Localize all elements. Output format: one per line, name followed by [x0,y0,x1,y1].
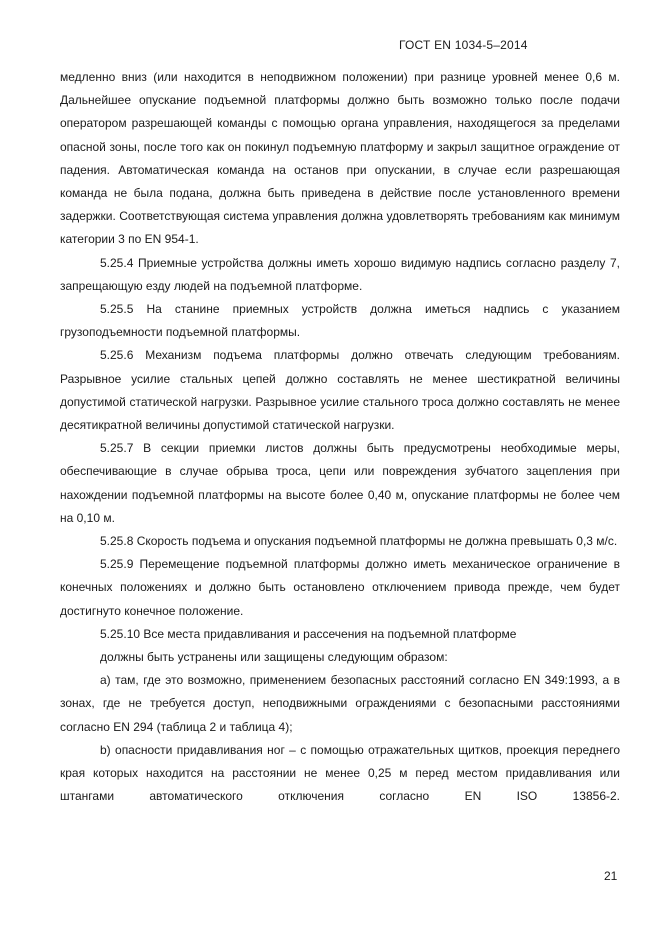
paragraph-5-25-8: 5.25.8 Скорость подъема и опускания подъемной платформы не должна превышать 0,3 м/с. [100,534,618,549]
page-header-standard-code: ГОСТ EN 1034-5–2014 [399,38,528,52]
list-item-b: b) опасности придавливания ног – с помощью отражательных щитков, проекция переднего края которых находится на расстоянии не менее 0,25 м перед местом придавливания или штангами автоматического отключения согласно EN ISO 13856-2. [60,742,620,804]
page-number: 21 [604,869,618,883]
paragraph-5-25-9: 5.25.9 Перемещение подъемной платформы должно иметь механическое ограничение в конечных положениях и должно быть остановлено отключением привода прежде, чем будет достигнуто конечное положение. [60,557,620,618]
paragraph-5-25-4: 5.25.4 Приемные устройства должны иметь хорошо видимую надпись согласно разделу 7, запрещающую езду людей на подъемной платформе. [60,255,620,293]
list-item-a: a) там, где это возможно, применением безопасных расстояний согласно EN 349:1993, а в зонах, где не требуется доступ, неподвижными ограждениями с безопасными расстояниями согласно EN 294 (таблица 2 и таблица 4); [60,673,620,734]
document-body [60,66,620,809]
paragraph-5-25-5: 5.25.5 На станине приемных устройств должна иметься надпись с указанием грузоподъемности подъемной платформы. [60,302,620,340]
paragraph-continuation: медленно вниз (или находится в неподвижном положении) при разнице уровней менее 0,6 м. Дальнейшее опускание подъемной платформы должно быть возможно только после подачи оператором разрешающей команды с помощью органа управления, находящегося за пределами опасной зоны, после того как он покинул подъемную платформу и закрыл защитное ограждение от падения. Автоматическая команда на останов при опускании, в случае если разрешающая команда не была подана, должна быть приведена в действие после установленного времени задержки. Соответствующая система управления должна удовлетворять требованиям как минимум категории 3 по EN 954-1. [60,70,620,247]
paragraph-5-25-10-heading: 5.25.10 Все места придавливания и рассечения на подъемной платформе [100,626,517,641]
paragraph-5-25-6: 5.25.6 Механизм подъема платформы должно отвечать следующим требованиям. Разрывное усилие стальных цепей должно составлять не менее шестикратной величины допустимой статической нагрузки. Разрывное усилие стального троса должно составлять не менее десятикратной величины допустимой статической нагрузки. [60,348,620,433]
paragraph-5-25-10-intro: должны быть устранены или защищены следующим образом: [100,650,448,665]
paragraph-5-25-7: 5.25.7 В секции приемки листов должны быть предусмотрены необходимые меры, обеспечивающие в случае обрыва троса, цепи или повреждения зубчатого зацепления при нахождении подъемной платформы на высоте более 0,40 м, опускание платформы не более чем на 0,10 м. [60,441,620,525]
